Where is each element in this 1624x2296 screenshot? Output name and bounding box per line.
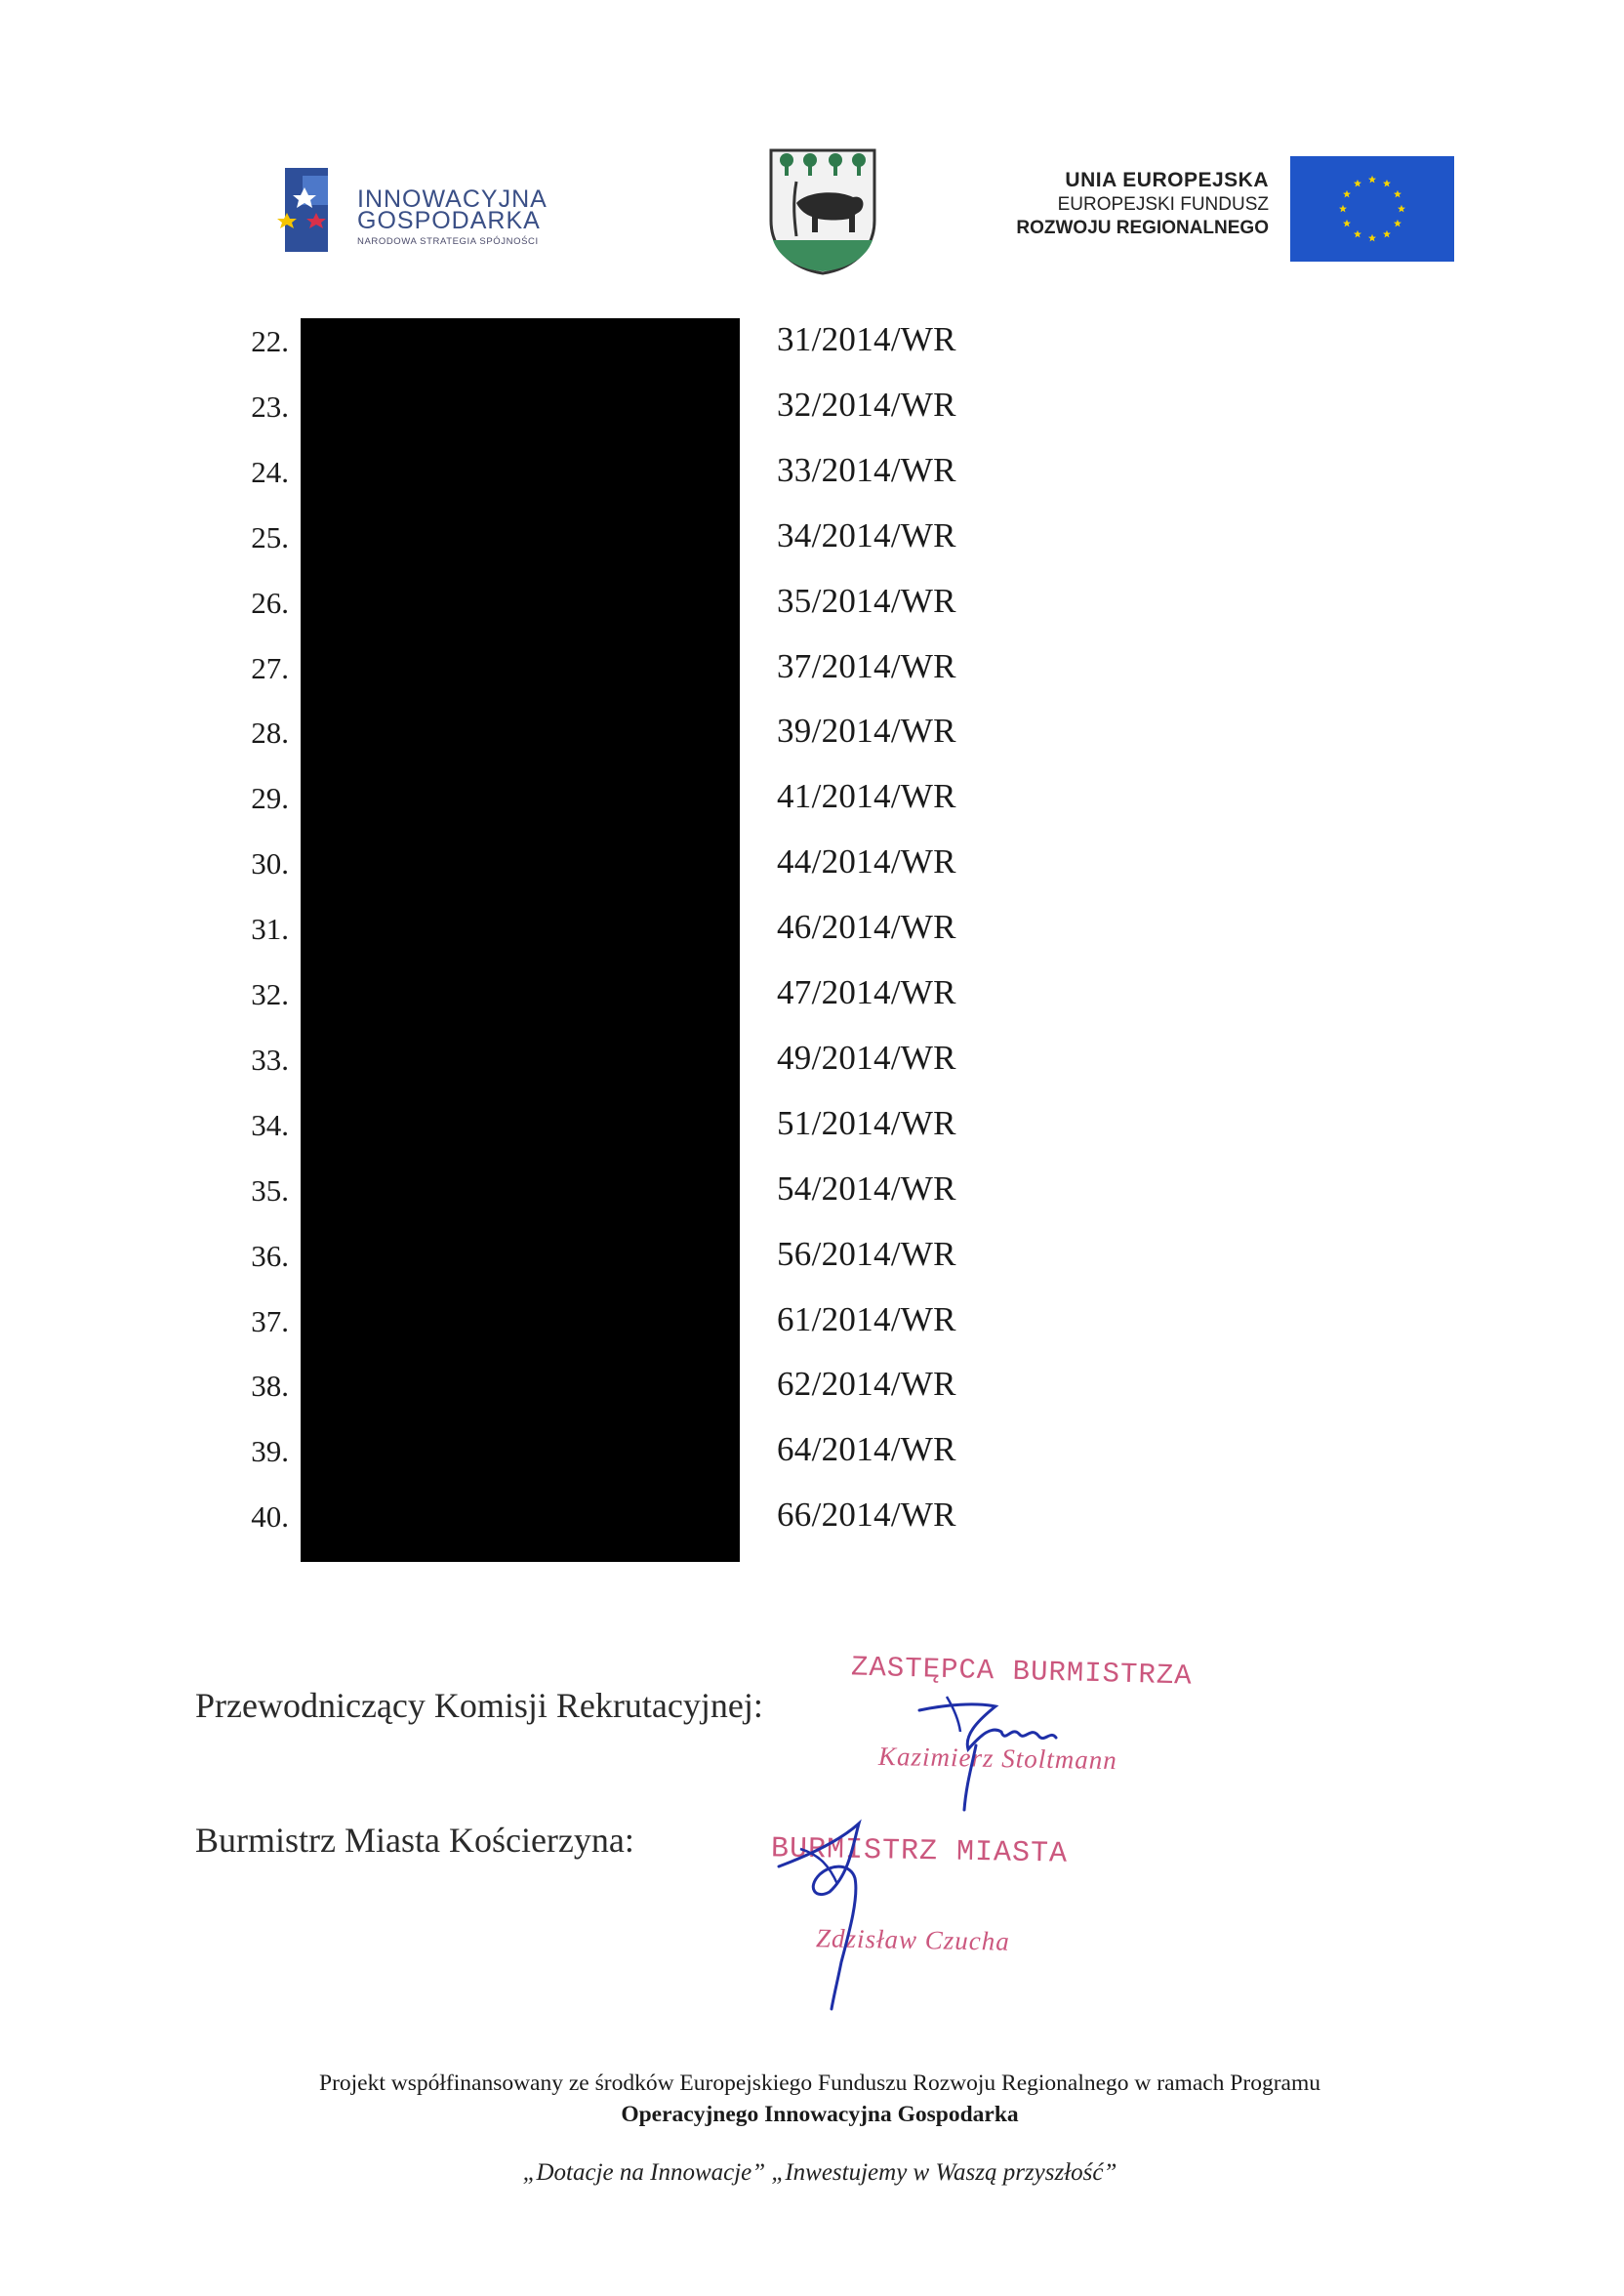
list-item-number: 29. <box>251 781 289 816</box>
list-item-code: 49/2014/WR <box>777 1038 956 1077</box>
mayor-stamp-name: Zdzisław Czucha <box>815 1923 1011 1956</box>
list-item-number: 30. <box>251 846 289 882</box>
list-item-number: 32. <box>251 977 289 1011</box>
list-item-number: 39. <box>251 1434 289 1469</box>
footer-line-2: Operacyjnego Innowacyjna Gospodarka <box>621 2102 1019 2127</box>
footer-note <box>156 2068 1483 2130</box>
eu-line-fundusz: EUROPEJSKI FUNDUSZ <box>1057 194 1269 215</box>
list-item-number: 35. <box>251 1172 289 1208</box>
logo-line-strategia: NARODOWA STRATEGIA SPÓJNOŚCI <box>357 236 539 247</box>
footer-line-1: Projekt współfinansowany ze środków Europejskiego Funduszu Rozwoju Regionalnego w ramach Programu <box>319 2070 1320 2096</box>
list-item-number: 38. <box>251 1369 289 1404</box>
list-item-number: 33. <box>251 1042 289 1077</box>
list-item-number: 31. <box>251 912 289 947</box>
list-item-number: 22. <box>251 324 289 358</box>
list-item-code: 34/2014/WR <box>777 515 956 554</box>
list-item-number: 25. <box>251 519 289 554</box>
list-item-code: 33/2014/WR <box>777 450 956 489</box>
list-item-code: 46/2014/WR <box>777 908 956 947</box>
list-item-number: 24. <box>251 454 289 489</box>
mayor-label: Burmistrz Miasta Kościerzyna: <box>195 1821 634 1860</box>
list-item-code: 32/2014/WR <box>777 385 956 424</box>
mayor-stamp-title: BURMISTRZ MIASTA <box>770 1832 1069 1871</box>
list-item-number: 26. <box>251 585 289 620</box>
list-item-code: 64/2014/WR <box>777 1430 956 1469</box>
list-item-code: 54/2014/WR <box>777 1168 956 1208</box>
eu-line-rozwoju: ROZWOJU REGIONALNEGO <box>1016 218 1269 238</box>
eu-line-unia: UNIA EUROPEJSKA <box>1065 169 1269 191</box>
handwritten-signature-2 <box>761 1816 966 2011</box>
logo-line-gospodarka: GOSPODARKA <box>357 207 541 234</box>
list-item-code: 56/2014/WR <box>777 1234 956 1273</box>
list-item-code: 31/2014/WR <box>777 320 956 358</box>
redaction-block <box>301 318 740 1562</box>
list-item-number: 34. <box>251 1107 289 1142</box>
list-item-number: 37. <box>251 1303 289 1338</box>
list-item-code: 35/2014/WR <box>777 581 956 620</box>
chairman-label: Przewodniczący Komisji Rekrutacyjnej: <box>195 1686 763 1725</box>
list-item-number: 40. <box>251 1499 289 1535</box>
list-item-code: 47/2014/WR <box>777 973 956 1011</box>
list-item-code: 51/2014/WR <box>777 1103 956 1142</box>
list-item-code: 41/2014/WR <box>777 777 956 816</box>
coat-of-arms-bear-icon <box>767 146 878 275</box>
list-item-number: 27. <box>251 650 289 685</box>
logo-line-innowacyjna: INNOWACYJNA <box>357 185 548 213</box>
list-item-code: 37/2014/WR <box>777 646 956 685</box>
deputy-mayor-stamp-title: ZASTĘPCA BURMISTRZA <box>850 1651 1194 1693</box>
list-item-number: 28. <box>251 716 289 751</box>
list-item-number: 23. <box>251 389 289 424</box>
eu-flag-icon <box>1290 156 1454 262</box>
handwritten-signature-1 <box>908 1687 1083 1814</box>
deputy-mayor-stamp-name: Kazimierz Stoltmann <box>877 1741 1118 1776</box>
innowacyjna-gospodarka-logo <box>275 164 627 258</box>
list-item-code: 62/2014/WR <box>777 1365 956 1404</box>
footer-slogan: „Dotacje na Innowacje” „Inwestujemy w Waszą przyszłość” <box>522 2159 1117 2186</box>
innowacyjna-gospodarka-mark-icon <box>275 168 340 252</box>
list-item-number: 36. <box>251 1238 289 1273</box>
list-item-code: 44/2014/WR <box>777 842 956 882</box>
list-item-code: 39/2014/WR <box>777 712 956 751</box>
list-item-code: 66/2014/WR <box>777 1496 956 1535</box>
list-item-code: 61/2014/WR <box>777 1299 956 1338</box>
eu-fund-text <box>917 168 1269 240</box>
